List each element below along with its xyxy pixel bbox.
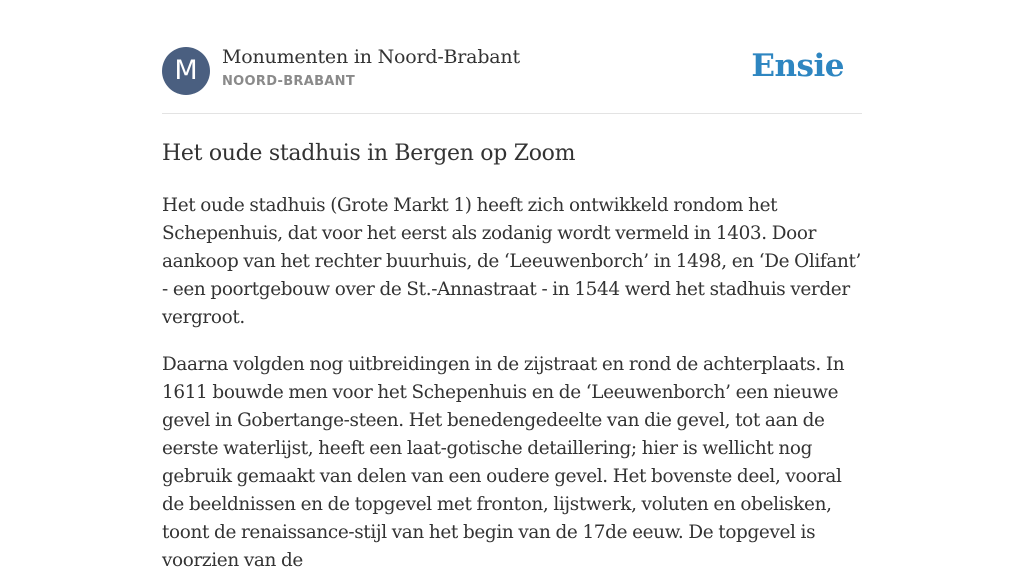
article-title: Het oude stadhuis in Bergen op Zoom	[162, 141, 576, 166]
site-header	[162, 0, 862, 114]
article-paragraph-2: Daarna volgden nog uitbreidingen in de zijstraat en rond de achterplaats. In 1611 bouwde men voor het Schepenhuis en de ‘Leeuwenborch’ een nieuwe gevel in Gobertange-steen. Het benedengedeelte van die gevel, tot aan de eerste waterlijst, heeft een laat-gotische detaillering; hier is wellicht nog gebruik gemaakt van delen van een oudere gevel. Het bovenste deel, vooral de beeldnissen en de topgevel met fronton, lijstwerk, voluten en obelisken, toont de renaissance-stijl van het begin van de 17de eeuw. De topgevel is voorzien van de	[162, 354, 845, 571]
avatar[interactable]: M	[162, 47, 210, 95]
page-container	[162, 0, 862, 575]
ensie-logo[interactable]: Ensie	[751, 48, 844, 84]
site-subtitle[interactable]: NOORD-BRABANT	[222, 74, 356, 89]
site-title[interactable]: Monumenten in Noord-Brabant	[222, 46, 520, 68]
article-paragraph-1: Het oude stadhuis (Grote Markt 1) heeft zich ontwikkeld rondom het Schepenhuis, dat voor het eerst als zodanig wordt vermeld in 1403. Door aankoop van het rechter buurhuis, de ‘Leeuwenborch’ in 1498, en ‘De Olifant’ - een poortgebouw over de St.-Annastraat - in 1544 werd het stadhuis verder vergroot.	[162, 195, 862, 328]
